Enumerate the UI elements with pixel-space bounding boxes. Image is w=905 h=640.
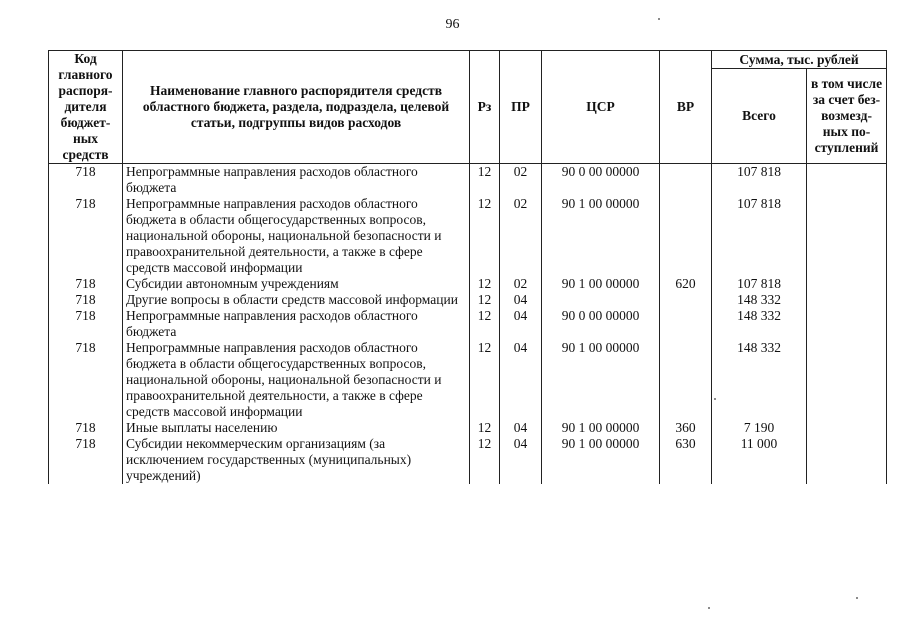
cell-vr: 360	[660, 420, 712, 436]
header-vr: ВР	[660, 51, 712, 164]
table-row	[49, 340, 887, 420]
cell-extra	[807, 420, 887, 436]
cell-code: 718	[49, 340, 123, 420]
cell-pr: 04	[500, 340, 542, 420]
cell-extra	[807, 276, 887, 292]
cell-total: 148 332	[712, 308, 807, 340]
cell-total: 148 332	[712, 340, 807, 420]
cell-pr: 02	[500, 164, 542, 197]
cell-csr: 90 1 00 00000	[542, 436, 660, 484]
cell-vr	[660, 164, 712, 197]
cell-total: 107 818	[712, 164, 807, 197]
cell-rz: 12	[470, 340, 500, 420]
header-sum-group: Сумма, тыс. рублей	[712, 51, 887, 69]
table-row	[49, 436, 887, 484]
cell-name: Другие вопросы в области средств массовой информации	[123, 292, 470, 308]
table-row	[49, 420, 887, 436]
cell-pr: 02	[500, 196, 542, 276]
cell-code: 718	[49, 436, 123, 484]
budget-table	[48, 50, 887, 484]
cell-name: Непрограммные направления расходов областного бюджета	[123, 308, 470, 340]
cell-total: 107 818	[712, 276, 807, 292]
cell-name: Непрограммные направления расходов областного бюджета	[123, 164, 470, 197]
cell-vr: 630	[660, 436, 712, 484]
cell-csr: 90 0 00 00000	[542, 308, 660, 340]
cell-total: 11 000	[712, 436, 807, 484]
cell-extra	[807, 164, 887, 197]
cell-code: 718	[49, 276, 123, 292]
header-sum-extra: в том числе за счет без-возмезд-ных по-ступлений	[807, 69, 887, 164]
scan-speck	[708, 607, 710, 609]
cell-name: Субсидии некоммерческим организациям (за исключением государственных (муниципальных) учреждений)	[123, 436, 470, 484]
cell-rz: 12	[470, 292, 500, 308]
cell-pr: 04	[500, 420, 542, 436]
cell-extra	[807, 196, 887, 276]
table-row	[49, 308, 887, 340]
cell-name: Иные выплаты населению	[123, 420, 470, 436]
cell-code: 718	[49, 420, 123, 436]
cell-rz: 12	[470, 308, 500, 340]
cell-name: Непрограммные направления расходов областного бюджета в области общегосударственных вопросов, национальной обороны, национальной безопасности и правоохранительной деятельности, а также в сфере средств массовой информации	[123, 340, 470, 420]
cell-vr	[660, 292, 712, 308]
cell-extra	[807, 436, 887, 484]
header-name: Наименование главного распорядителя средств областного бюджета, раздела, подраздела, целевой статьи, подгруппы видов расходов	[123, 51, 470, 164]
cell-code: 718	[49, 196, 123, 276]
header-code: Код главного распоря-дителя бюджет-ных средств	[49, 51, 123, 164]
scan-speck	[658, 18, 660, 20]
table-row	[49, 276, 887, 292]
cell-csr: 90 1 00 00000	[542, 196, 660, 276]
cell-csr	[542, 292, 660, 308]
table-row	[49, 292, 887, 308]
cell-name: Субсидии автономным учреждениям	[123, 276, 470, 292]
cell-vr	[660, 308, 712, 340]
cell-csr: 90 0 00 00000	[542, 164, 660, 197]
cell-rz: 12	[470, 164, 500, 197]
cell-rz: 12	[470, 436, 500, 484]
scan-speck	[714, 398, 716, 400]
header-csr: ЦСР	[542, 51, 660, 164]
cell-pr: 02	[500, 276, 542, 292]
cell-vr: 620	[660, 276, 712, 292]
cell-csr: 90 1 00 00000	[542, 420, 660, 436]
cell-extra	[807, 340, 887, 420]
cell-pr: 04	[500, 436, 542, 484]
cell-rz: 12	[470, 276, 500, 292]
cell-code: 718	[49, 164, 123, 197]
cell-rz: 12	[470, 420, 500, 436]
header-pr: ПР	[500, 51, 542, 164]
cell-total: 148 332	[712, 292, 807, 308]
cell-vr	[660, 340, 712, 420]
cell-rz: 12	[470, 196, 500, 276]
cell-code: 718	[49, 292, 123, 308]
scan-speck	[856, 597, 858, 599]
cell-total: 7 190	[712, 420, 807, 436]
cell-pr: 04	[500, 292, 542, 308]
header-rz: Рз	[470, 51, 500, 164]
header-sum-total: Всего	[712, 69, 807, 164]
cell-name: Непрограммные направления расходов областного бюджета в области общегосударственных вопросов, национальной обороны, национальной безопасности и правоохранительной деятельности, а также в сфере средств массовой информации	[123, 196, 470, 276]
cell-csr: 90 1 00 00000	[542, 276, 660, 292]
cell-total: 107 818	[712, 196, 807, 276]
cell-pr: 04	[500, 308, 542, 340]
cell-extra	[807, 308, 887, 340]
table-row	[49, 164, 887, 197]
table-row	[49, 196, 887, 276]
cell-csr: 90 1 00 00000	[542, 340, 660, 420]
page-number: 96	[445, 17, 460, 32]
cell-extra	[807, 292, 887, 308]
cell-vr	[660, 196, 712, 276]
cell-code: 718	[49, 308, 123, 340]
